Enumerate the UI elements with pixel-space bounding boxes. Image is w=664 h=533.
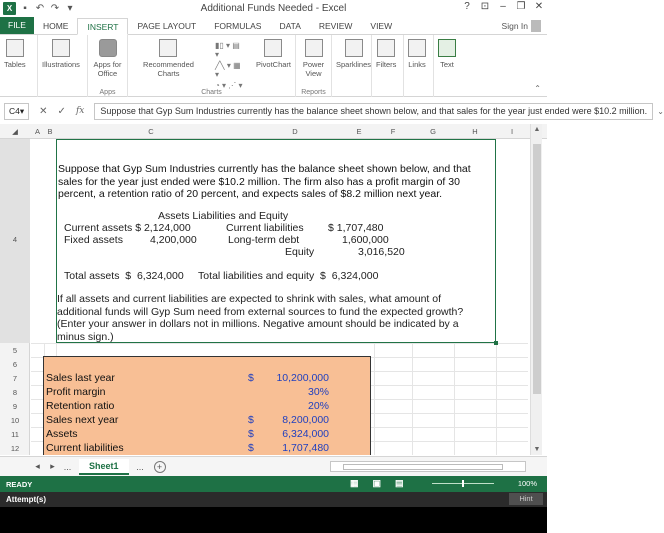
row-header-11[interactable]: 11	[11, 430, 19, 439]
tables-label: Tables	[4, 60, 26, 69]
fill-handle[interactable]	[494, 341, 498, 345]
recommended-charts-icon	[159, 39, 177, 57]
ribbon-insert	[0, 35, 547, 97]
tables-button[interactable]	[0, 39, 30, 69]
charts-group-label: Charts	[201, 89, 222, 96]
sheet-tab-bar	[0, 456, 547, 476]
tab-review[interactable]: REVIEW	[318, 21, 353, 31]
input-row-retention-ratio	[46, 400, 346, 414]
current-assets-line: Current assets $ 2,124,000	[64, 222, 191, 234]
redo-icon[interactable]: ↷	[50, 3, 60, 14]
vertical-scroll-thumb[interactable]	[533, 144, 541, 394]
tab-file[interactable]: FILE	[0, 17, 34, 34]
row-headers	[0, 139, 30, 455]
input-label: Sales last year	[46, 372, 115, 384]
text-label: Text	[440, 60, 454, 69]
worksheet-grid[interactable]	[31, 139, 528, 455]
sparklines-button[interactable]	[332, 39, 375, 69]
equity-label: Equity	[285, 246, 315, 258]
normal-view-icon[interactable]: ▦	[350, 478, 359, 488]
row-header-7[interactable]: 7	[12, 374, 18, 383]
undo-icon[interactable]: ↶	[35, 3, 45, 14]
column-header-g[interactable]: G	[430, 127, 436, 136]
scroll-down-icon[interactable]: ▼	[533, 446, 541, 453]
input-value[interactable]: 10,200,000	[276, 372, 329, 384]
filters-group	[372, 35, 404, 97]
attempt-bar	[0, 492, 547, 507]
tab-page-layout[interactable]: PAGE LAYOUT	[137, 21, 197, 31]
next-sheet-icon[interactable]: ▸	[50, 461, 55, 471]
collapse-ribbon-icon[interactable]: ⌃	[534, 84, 541, 93]
table-icon	[6, 39, 24, 57]
text-group	[434, 35, 464, 97]
zoom-slider[interactable]	[432, 483, 494, 484]
scroll-up-icon[interactable]: ▲	[533, 126, 541, 133]
long-term-debt-label: Long-term debt	[228, 234, 300, 246]
help-button[interactable]: ?	[464, 1, 470, 12]
apps-group	[88, 35, 128, 97]
window-title: Additional Funds Needed - Excel	[200, 3, 347, 14]
input-row-current-liabilities	[46, 442, 346, 456]
row-header-5[interactable]: 5	[12, 346, 18, 355]
column-header-i[interactable]: I	[510, 127, 514, 136]
column-header-h[interactable]: H	[472, 127, 478, 136]
horizontal-scroll-thumb[interactable]	[343, 464, 503, 470]
sheets-before-ellipsis[interactable]: ...	[63, 461, 72, 472]
sheet-tab-sheet1[interactable]: Sheet1	[79, 459, 129, 475]
sparklines-label: Sparklines	[336, 60, 372, 69]
link-icon	[408, 39, 426, 57]
links-group	[404, 35, 434, 97]
restore-button[interactable]: ❐	[516, 1, 526, 12]
input-value[interactable]: 20%	[307, 400, 329, 412]
input-value[interactable]: 1,707,480	[282, 442, 329, 454]
page-break-view-icon[interactable]: ▤	[395, 478, 404, 488]
problem-question: If all assets and current liabilities are expected to shrink with sales, what amount of additional funds will Gyp Sum need from external sources to fund the expected growth? (Enter your answer in dollars not in millions. Negative amount should be indicated by a minus sign.)	[57, 293, 464, 343]
enter-entry-icon[interactable]: ✓	[57, 105, 66, 117]
long-term-debt-value: 1,600,000	[342, 234, 389, 246]
chart-type-gallery	[209, 39, 252, 92]
text-box-icon	[438, 39, 456, 57]
ribbon-display-button[interactable]: ⊡	[480, 1, 490, 12]
expand-formula-bar-icon[interactable]: ⌄	[657, 106, 664, 116]
row-header-4[interactable]: 4	[12, 235, 18, 244]
reports-group-label: Reports	[301, 89, 326, 96]
picture-icon	[52, 39, 70, 57]
user-avatar-icon	[531, 20, 541, 32]
name-box-value: C4	[9, 106, 20, 116]
equity-value: 3,016,520	[358, 246, 405, 258]
attempt-label: Attempt(s)	[6, 495, 46, 504]
input-row-sales-last-year	[46, 372, 346, 386]
tab-formulas[interactable]: FORMULAS	[214, 21, 262, 31]
column-header-d[interactable]: D	[292, 127, 298, 136]
input-currency: $	[248, 414, 254, 426]
row-header-12[interactable]: 12	[10, 444, 20, 453]
column-header-e[interactable]: E	[356, 127, 362, 136]
links-label: Links	[408, 60, 426, 69]
save-icon[interactable]: ▪	[23, 3, 27, 14]
input-label: Assets	[46, 428, 78, 440]
input-value[interactable]: 6,324,000	[282, 428, 329, 440]
zoom-level[interactable]: 100%	[517, 479, 537, 488]
sparklines-group	[332, 35, 372, 97]
recommended-charts-button[interactable]	[128, 39, 209, 78]
name-box[interactable]	[4, 103, 29, 120]
input-row-sales-next-year	[46, 414, 346, 428]
insert-function-icon[interactable]: fx	[75, 106, 85, 116]
links-button[interactable]	[404, 39, 430, 69]
previous-sheet-icon[interactable]: ◂	[35, 461, 40, 471]
horizontal-scrollbar[interactable]	[330, 461, 526, 472]
totals-line: Total assets $ 6,324,000 Total liabilities and equity $ 6,324,000	[64, 270, 379, 282]
illustrations-group	[38, 35, 88, 97]
fixed-assets-label: Fixed assets	[64, 234, 123, 246]
sign-in-link[interactable]	[502, 18, 547, 34]
power-view-button[interactable]	[296, 39, 331, 78]
tab-home[interactable]: HOME	[42, 21, 69, 31]
current-liabilities-label: Current liabilities	[226, 222, 304, 234]
filters-label: Filters	[376, 60, 397, 69]
sparklines-icon	[345, 39, 363, 57]
balance-sheet-header: Assets Liabilities and Equity	[158, 210, 289, 222]
fixed-assets-value: 4,200,000	[150, 234, 197, 246]
apps-group-label: Apps	[99, 89, 116, 96]
page-layout-view-icon[interactable]: ▣	[372, 478, 382, 488]
row-header-9[interactable]: 9	[12, 402, 18, 411]
row-header-6[interactable]: 6	[12, 360, 18, 369]
close-button[interactable]: ✕	[534, 1, 544, 12]
select-all-corner[interactable]: ◢	[12, 127, 18, 136]
minimize-button[interactable]: –	[500, 1, 506, 12]
input-currency: $	[248, 428, 254, 440]
column-header-c[interactable]: C	[148, 127, 154, 136]
apps-for-office-button[interactable]	[88, 39, 127, 78]
name-box-dropdown-icon[interactable]: ▾	[19, 105, 25, 116]
excel-logo-icon: X	[3, 2, 16, 15]
gridline	[412, 343, 413, 455]
pie-chart-icon[interactable]: ◔ ▾ ⋰ ▾	[214, 81, 243, 90]
pivotchart-button[interactable]	[252, 39, 295, 69]
tables-group	[0, 35, 38, 97]
title-bar	[0, 0, 547, 17]
pivotchart-icon	[264, 39, 282, 57]
charts-group	[128, 35, 296, 97]
formula-bar	[0, 100, 664, 122]
new-sheet-button[interactable]: +	[154, 461, 166, 473]
gridline	[454, 343, 455, 455]
sheets-after-ellipsis[interactable]: ...	[136, 461, 144, 472]
power-view-icon	[305, 39, 323, 57]
tab-data[interactable]: DATA	[279, 21, 301, 31]
tab-insert[interactable]: INSERT	[77, 18, 128, 35]
vertical-scrollbar[interactable]	[530, 124, 542, 455]
row-header-10[interactable]: 10	[10, 416, 20, 425]
input-label: Profit margin	[46, 386, 106, 398]
filter-icon	[377, 39, 395, 57]
input-label: Current liabilities	[46, 442, 124, 454]
input-label: Sales next year	[46, 414, 119, 426]
recommended-charts-label: Recommended Charts	[143, 60, 194, 78]
store-icon	[99, 39, 117, 57]
status-bar	[0, 476, 547, 492]
formula-buttons	[33, 106, 90, 117]
input-currency: $	[248, 372, 254, 384]
input-row-profit-margin	[46, 386, 346, 400]
power-view-label: Power View	[302, 60, 325, 78]
quick-access-toolbar	[0, 2, 76, 15]
pivotchart-label: PivotChart	[255, 60, 291, 69]
status-mode: READY	[6, 479, 33, 489]
filters-button[interactable]	[372, 39, 400, 69]
illustrations-label: Illustrations	[42, 60, 80, 69]
ribbon-tabs	[0, 17, 547, 35]
input-row-assets	[46, 428, 346, 442]
sign-in-label: Sign In	[501, 21, 528, 31]
window-controls	[461, 1, 545, 12]
column-header-f[interactable]: F	[390, 127, 396, 136]
text-button[interactable]	[434, 39, 460, 69]
bar-chart-icon[interactable]: ▮▯ ▾ ▤ ▾	[214, 41, 240, 59]
problem-intro: Suppose that Gyp Sum Industries currently has the balance sheet shown below, and that sales for the year just ended were $10.2 million. The firm also has a profit margin of 30 percent, a retention ratio of 20 percent, and expects sales of $8.2 million next year.	[58, 163, 471, 200]
input-value[interactable]: 8,200,000	[282, 414, 329, 426]
column-header-a[interactable]: A	[34, 127, 40, 136]
zoom-slider-knob[interactable]	[462, 480, 464, 487]
column-headers	[0, 124, 547, 139]
tab-view[interactable]: VIEW	[370, 21, 393, 31]
formula-input[interactable]: Suppose that Gyp Sum Industries currently has the balance sheet shown below, and that sales for the year just ended were $10.2 million.	[94, 103, 653, 120]
bottom-black-area	[0, 507, 547, 533]
apps-for-office-label: Apps for Office	[93, 60, 122, 78]
gridline	[496, 343, 497, 455]
hint-button[interactable]: Hint	[509, 493, 543, 505]
row-header-8[interactable]: 8	[12, 388, 18, 397]
gridline	[374, 343, 375, 455]
current-liabilities-value: $ 1,707,480	[328, 222, 384, 234]
input-label: Retention ratio	[46, 400, 115, 412]
illustrations-button[interactable]	[38, 39, 84, 69]
input-value[interactable]: 30%	[307, 386, 329, 398]
cancel-entry-icon[interactable]: ✕	[39, 105, 48, 117]
input-currency: $	[248, 442, 254, 454]
customize-qat-icon[interactable]: ▾	[67, 3, 73, 14]
reports-group	[296, 35, 332, 97]
view-buttons	[350, 478, 404, 489]
column-header-b[interactable]: B	[47, 127, 53, 136]
line-chart-icon[interactable]: ╱╲ ▾ ▦ ▾	[214, 61, 241, 79]
